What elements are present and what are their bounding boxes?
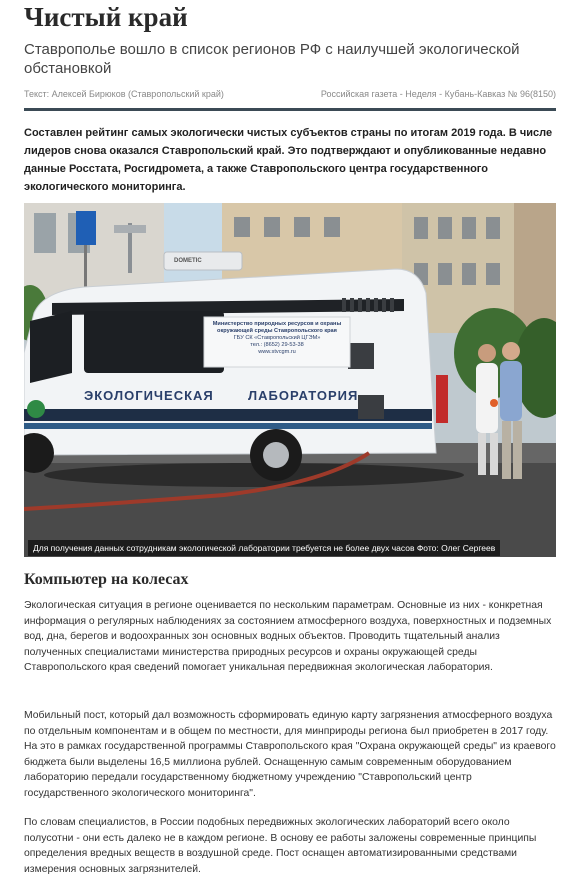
van-text-right: ЛАБОРАТОРИЯ [248, 388, 359, 403]
article-meta [24, 89, 556, 99]
van-site: www.stvcgm.ru [258, 349, 296, 355]
article-title: Чистый край [24, 2, 188, 32]
article-lead: Составлен рейтинг самых экологически чистых субъектов страны по итогам 2019 года. В числе лидеров снова оказался Ставропольский край. Это подтверждают и опубликованные недавно данные Росстата, Росгидромета, а также Ставропольского центра государственного экологического мониторинга. [24, 127, 553, 193]
photo-caption: Для получения данных сотрудникам экологической лаборатории требуется не более двух часов Фото: Олег Сергеев [28, 540, 500, 556]
paragraph-2: Мобильный пост, который дал возможность сформировать единую карту загрязнения атмосферного воздуха по отдельным компонентам и в общем по местности, для минприроды региона был приобретен в 2017 году. На это в рамках государственной программы Ставропольского края "Охрана окружающей среды" из краевого бюджета были выделены 16,5 миллиона рублей. Оснащенную самым современным оборудованием лабораторию передали государственному бюджетному учреждению "Ставропольский центр государственного экологического мониторинга". [24, 710, 556, 799]
section-heading: Компьютер на колесах [24, 571, 189, 588]
van-photo-illustration [24, 203, 556, 557]
van-phone: тел.: (8652) 29-53-38 [250, 342, 304, 348]
article-photo[interactable] [24, 203, 556, 557]
paragraph-1: Экологическая ситуация в регионе оценивается по нескольким параметрам. Основные из них - конкретная информация о регулярных наблюдениях за состоянием атмосферного воздуха, поверхностных и подземных вод, дна, берегов и водоохранных зон основных водных объектов. Проводить тщательный анализ полученных специалистами министерства природных ресурсов и охраны окружающей среды Ставропольского края сведений помогает уникальная передвижная экологическая лаборатория. [24, 600, 552, 673]
author-link[interactable]: Текст: Алексей Бирюков (Ставропольский край) [24, 89, 224, 99]
paragraph-3: По словам специалистов, в России подобных передвижных экологических лабораторий всего около полусотни - они есть далеко не в каждом регионе. В основу ее работы заложены современные принципы определения вредных веществ в воздушной среде. Пост оснащен автоматизированными средствами измерения основных загрязнителей. [24, 817, 537, 875]
van-label-plate [207, 321, 347, 356]
article-subtitle: Ставрополье вошло в список регионов РФ с наилучшей экологической обстановкой [24, 41, 520, 77]
van-small-text-2: ГБУ СК «Ставропольский ЦГЭМ» [233, 335, 321, 341]
van-small-text: Министерство природных ресурсов и охраны окружающей среды Ставропольского края [212, 321, 342, 334]
van-roof-label: DOMETIC [174, 258, 202, 264]
source-link[interactable]: Российская газета - Неделя - Кубань-Кавказ № 96(8150) [320, 89, 556, 99]
van-text-left: ЭКОЛОГИЧЕСКАЯ [84, 388, 214, 403]
header-divider [24, 108, 556, 111]
